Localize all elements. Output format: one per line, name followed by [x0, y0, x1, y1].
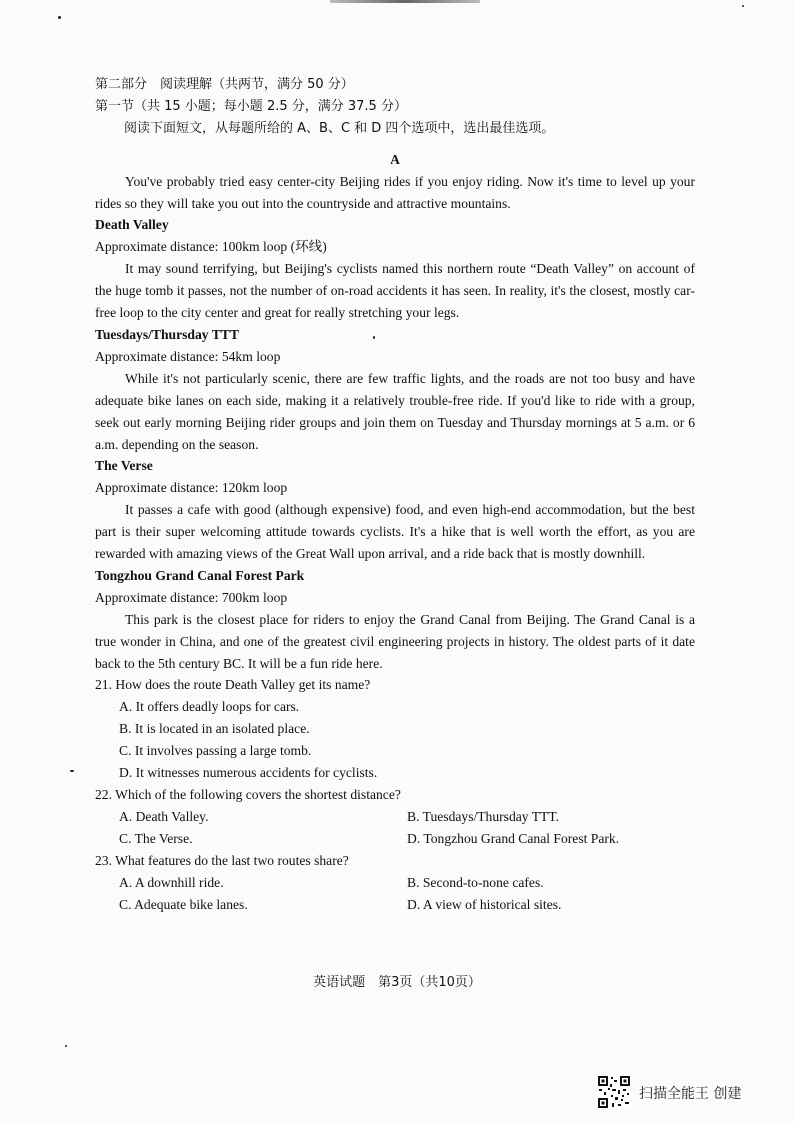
route-distance: Approximate distance: 100km loop (环线) — [95, 239, 327, 255]
option-list — [95, 872, 695, 916]
scan-speck — [65, 1045, 67, 1047]
option: B. It is located in an isolated place. — [119, 721, 310, 737]
option-list — [95, 806, 695, 850]
route-distance: Approximate distance: 54km loop — [95, 348, 281, 364]
option: A. It offers deadly loops for cars. — [119, 699, 300, 715]
route-title: Tuesdays/Thursday TTT — [95, 326, 239, 342]
route-description: This park is the closest place for riders to enjoy the Grand Canal from Beijing. The Grand Canal is a true wonder in China, and one of the greatest civil engineering projects in history. The oldest parts of it date back to the 5th century BC. It will be a fun ride here. — [95, 611, 695, 671]
option: D. A view of historical sites. — [407, 896, 562, 912]
question-stem: 22. Which of the following covers the shortest distance? — [95, 787, 401, 802]
section-heading: 第一节（共 15 小题；每小题 2.5 分，满分 37.5 分） — [95, 98, 407, 114]
exam-page — [95, 74, 695, 915]
option: C. The Verse. — [119, 830, 193, 846]
option: C. Adequate bike lanes. — [119, 896, 248, 912]
option: B. Second-to-none cafes. — [407, 874, 544, 890]
route-description: While it's not particularly scenic, there are few traffic lights, and the roads are not too busy and have adequate bike lanes on each side, making it a relatively trouble-free ride. If you'd like to ride with a group, seek out early morning Beijing rider groups and join them on Tuesday and Thursday mornings at 5 a.m. or 6 a.m. depending on the season. — [95, 370, 695, 452]
question-stem: 21. How does the route Death Valley get its name? — [95, 677, 371, 693]
scan-speck — [742, 5, 744, 7]
route-title: The Verse — [95, 458, 153, 474]
route-title: Tongzhou Grand Canal Forest Park — [95, 567, 305, 583]
option-list — [95, 696, 695, 784]
route-distance: Approximate distance: 700km loop — [95, 589, 288, 605]
route-description: It may sound terrifying, but Beijing's cyclists named this northern route “Death Valley” on account of the huge tomb it passes, not the number of on-road accidents it has seen. In reality, it's the closest, mostly car-free loop to the city center and great for really stretching your legs. — [95, 261, 695, 321]
route-description: It passes a cafe with good (although expensive) food, and even high-end accommodation, but the best part is their super welcoming attitude towards cyclists. It's a hike that is well worth the effort, as you are rewarded with amazing views of the Great Wall upon arrival, and a ride back that is mostly downhill. — [95, 502, 695, 562]
passage-letter: A — [390, 151, 400, 167]
route-title: Death Valley — [95, 217, 169, 233]
option: C. It involves passing a large tomb. — [119, 743, 312, 759]
scan-speck — [58, 16, 61, 19]
option: B. Tuesdays/Thursday TTT. — [407, 808, 560, 824]
scanner-watermark: 扫描全能王 创建 — [639, 1086, 742, 1102]
question-stem: 23. What features do the last two routes share? — [95, 852, 349, 868]
scan-edge-mark — [330, 0, 480, 3]
option: D. It witnesses numerous accidents for cyclists. — [119, 765, 378, 781]
option: A. Death Valley. — [119, 808, 209, 824]
passage-intro: You've probably tried easy center-city Beijing rides if you enjoy riding. Now it's time to level up your rides so they will take you out into the countryside and attractive mountains. — [95, 173, 695, 211]
part-heading: 第二部分 阅读理解（共两节，满分 50 分） — [95, 77, 354, 92]
scan-speck — [70, 770, 74, 772]
route-distance: Approximate distance: 120km loop — [95, 480, 288, 496]
instructions: 阅读下面短文，从每题所给的 A、B、C 和 D 四个选项中，选出最佳选项。 — [124, 120, 555, 136]
qr-code-icon — [597, 1075, 631, 1109]
option: D. Tongzhou Grand Canal Forest Park. — [407, 830, 620, 846]
page-footer: 英语试题 第3页（共10页） — [313, 975, 481, 990]
option: A. A downhill ride. — [119, 874, 224, 890]
